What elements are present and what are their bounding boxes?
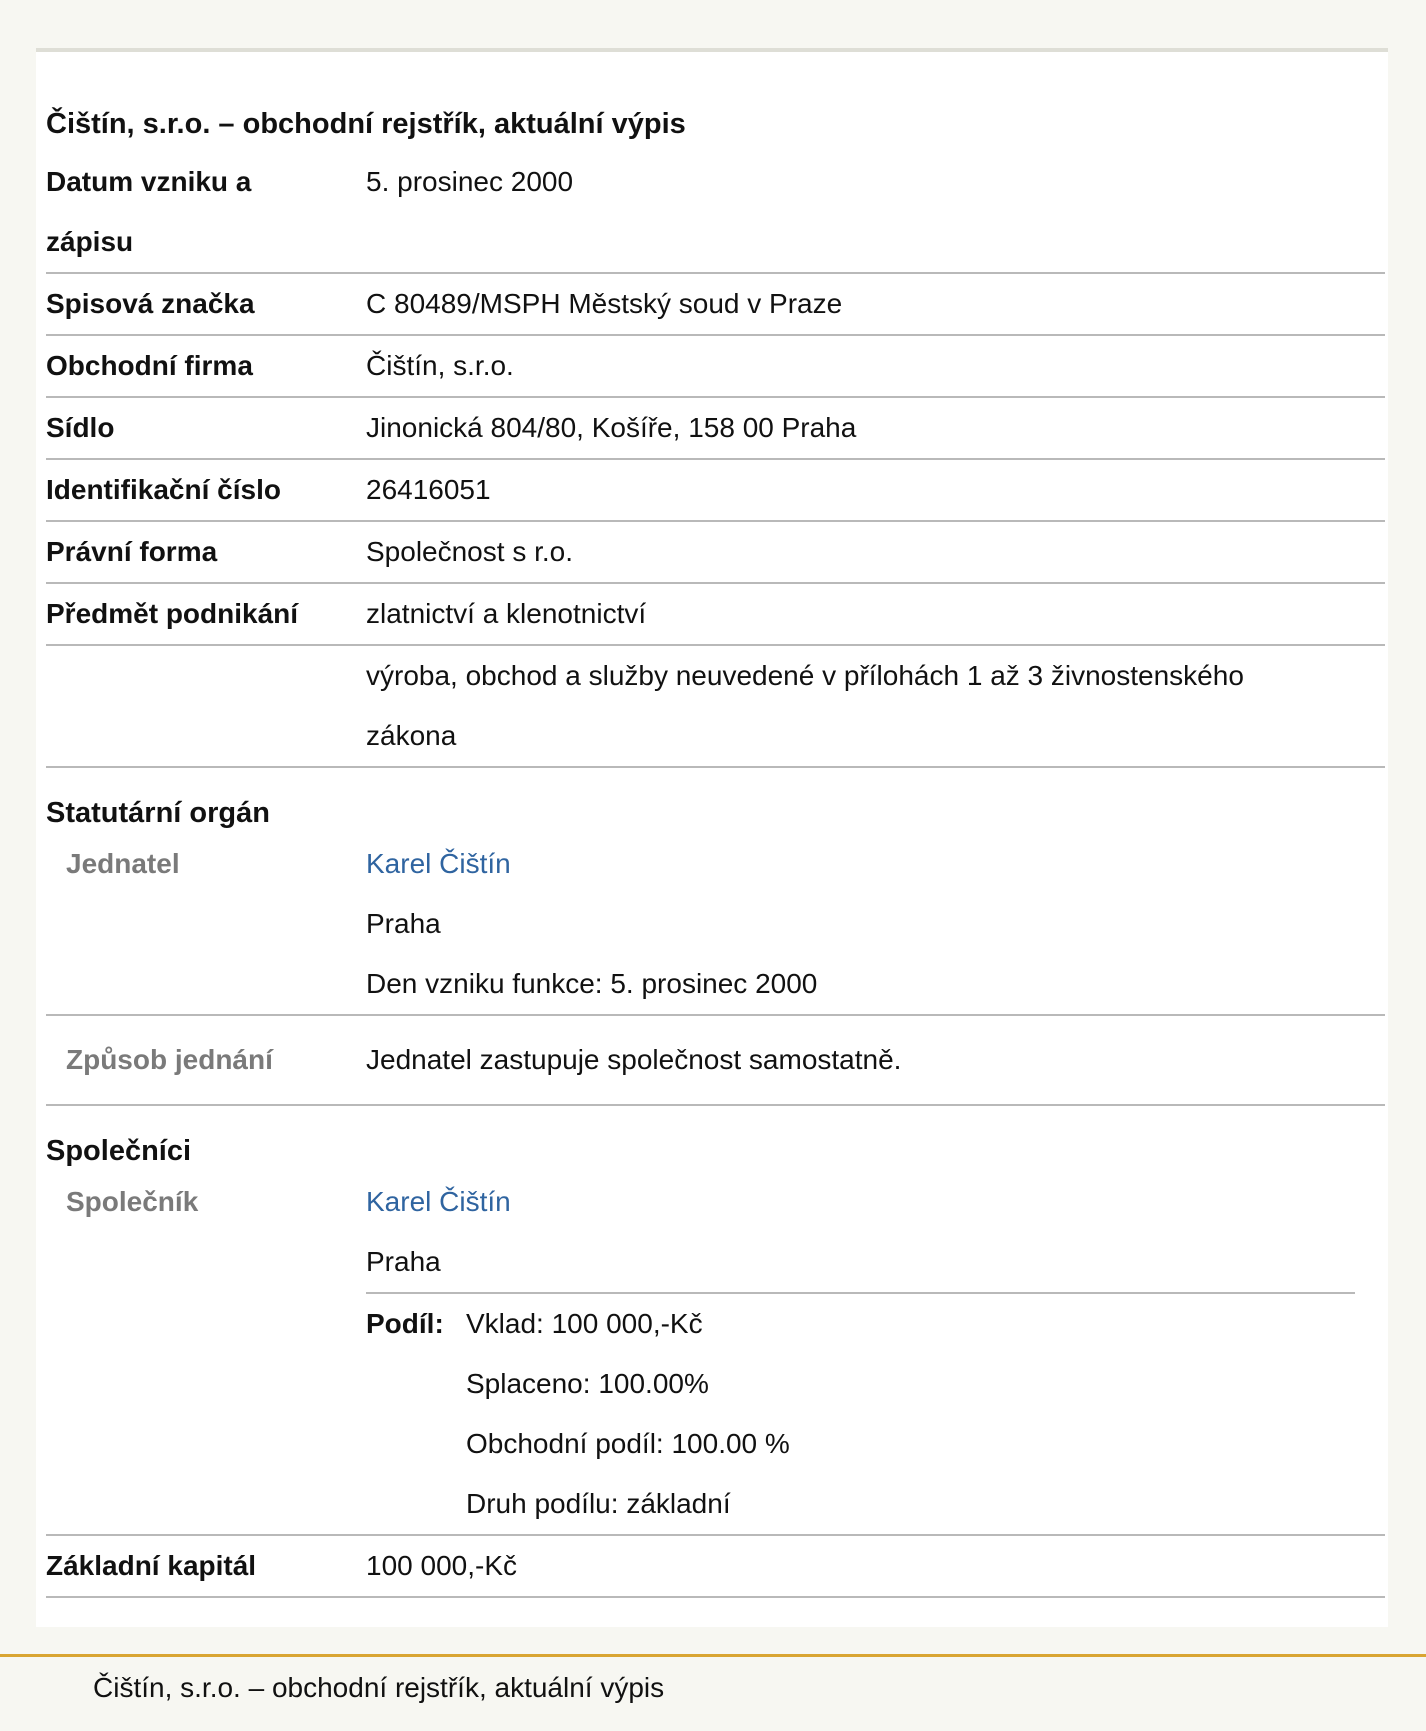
footer-text: Čištín, s.r.o. – obchodní rejstřík, aktuální výpis [93, 1672, 665, 1703]
subrow-label: Společník [66, 1186, 199, 1217]
row-label-empty [46, 646, 366, 766]
share-line: Vklad: 100 000,-Kč [466, 1308, 703, 1339]
row-label: Obchodní firma [46, 350, 253, 381]
row-value-line: zákona [366, 720, 457, 751]
row-label: Identifikační číslo [46, 474, 281, 505]
row-value-line: výroba, obchod a služby neuvedené v přílohách 1 až 3 živnostenského [366, 660, 1244, 691]
row-date-of-incorporation [46, 152, 1385, 274]
person-link[interactable]: Karel Čištín [366, 848, 511, 879]
row-company-id [46, 460, 1385, 522]
row-label [46, 152, 366, 272]
row-value: C 80489/MSPH Městský soud v Praze [366, 288, 843, 319]
person-city: Praha [366, 908, 441, 939]
row-label: Předmět podnikání [46, 598, 299, 629]
partner-row [46, 1172, 1385, 1536]
function-start: Den vzniku funkce: 5. prosinec 2000 [366, 968, 818, 999]
row-label: Právní forma [46, 536, 218, 567]
share-line: Splaceno: 100.00% [466, 1368, 709, 1399]
row-value: Čištín, s.r.o. [366, 350, 514, 381]
row-registered-capital [46, 1536, 1385, 1598]
row-value: 100 000,-Kč [366, 1550, 517, 1581]
row-label: Sídlo [46, 412, 115, 443]
section-heading-statutory: Statutární orgán [46, 797, 270, 829]
row-label-line: Datum vzniku a [46, 166, 252, 197]
share-line: Obchodní podíl: 100.00 % [466, 1428, 790, 1459]
subrow-value: Jednatel zastupuje společnost samostatně. [366, 1044, 902, 1075]
row-legal-form [46, 522, 1385, 584]
row-value: zlatnictví a klenotnictví [366, 598, 647, 629]
row-business-activity [46, 584, 1385, 646]
row-business-activity-2 [46, 646, 1385, 768]
share-details [466, 1294, 790, 1534]
row-registered-office [46, 398, 1385, 460]
row-value: 5. prosinec 2000 [366, 166, 574, 197]
row-business-name [46, 336, 1385, 398]
row-label: Základní kapitál [46, 1550, 257, 1581]
register-content [46, 104, 1385, 1598]
row-label: Spisová značka [46, 288, 255, 319]
row-value [366, 646, 1385, 766]
footer-bar [0, 1654, 1426, 1731]
subrow-value [366, 1172, 1385, 1534]
subrow-label: Způsob jednání [66, 1044, 273, 1075]
row-value: 26416051 [366, 474, 491, 505]
person-city: Praha [366, 1246, 441, 1277]
share-line: Druh podílu: základní [466, 1488, 731, 1519]
page-title: Čištín, s.r.o. – obchodní rejstřík, aktuální výpis [46, 108, 686, 140]
row-value: Jinonická 804/80, Košíře, 158 00 Praha [366, 412, 857, 443]
register-card [36, 48, 1388, 1627]
share-label: Podíl: [366, 1308, 444, 1339]
row-label-line: zápisu [46, 226, 134, 257]
statutory-executive-row [46, 834, 1385, 1016]
section-heading-partners: Společníci [46, 1135, 192, 1167]
subrow-value [366, 834, 1385, 1014]
share-block [366, 1292, 1355, 1534]
row-file-number [46, 274, 1385, 336]
person-link[interactable]: Karel Čištín [366, 1186, 511, 1217]
subrow-label: Jednatel [66, 848, 180, 879]
row-value: Společnost s r.o. [366, 536, 574, 567]
statutory-manner-row [46, 1016, 1385, 1106]
